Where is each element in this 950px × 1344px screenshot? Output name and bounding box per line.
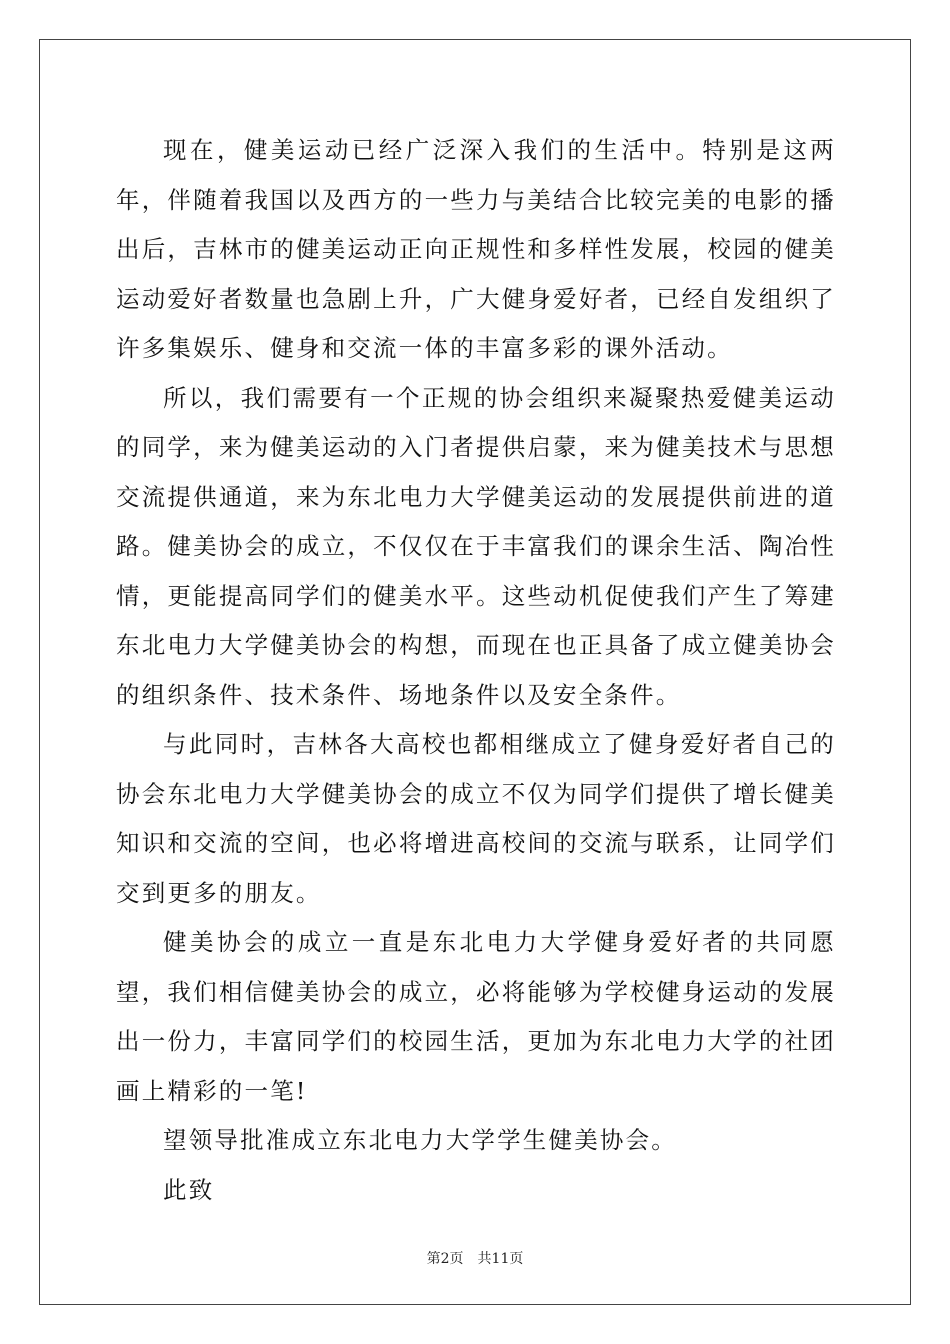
- document-body: [116, 126, 836, 1215]
- paragraph-1: 现在，健美运动已经广泛深入我们的生活中。特别是这两年，伴随着我国以及西方的一些力与美结合比较完美的电影的播出后，吉林市的健美运动正向正规性和多样性发展，校园的健美运动爱好者数量也急剧上升，广大健身爱好者，已经自发组织了许多集娱乐、健身和交流一体的丰富多彩的课外活动。: [116, 136, 836, 362]
- paragraph-6: 此致: [163, 1175, 215, 1204]
- paragraph-5: 望领导批准成立东北电力大学学生健美协会。: [163, 1126, 677, 1154]
- paragraph-4: 健美协会的成立一直是东北电力大学健身爱好者的共同愿望，我们相信健美协会的成立，必将能够为学校健身运动的发展出一份力，丰富同学们的校园生活，更加为东北电力大学的社团画上精彩的一笔!: [116, 928, 836, 1105]
- page-number-footer: 第2页 共11页: [426, 1251, 524, 1267]
- paragraph-2: 所以，我们需要有一个正规的协会组织来凝聚热爱健美运动的同学，来为健美运动的入门者提供启蒙，来为健美技术与思想交流提供通道，来为东北电力大学健美运动的发展提供前进的道路。健美协会的成立，不仅仅在于丰富我们的课余生活、陶冶性情，更能提高同学们的健美水平。这些动机促使我们产生了筹建东北电力大学健美协会的构想，而现在也正具备了成立健美协会的组织条件、技术条件、场地条件以及安全条件。: [116, 383, 836, 709]
- paragraph-3: 与此同时，吉林各大高校也都相继成立了健身爱好者自己的协会东北电力大学健美协会的成立不仅为同学们提供了增长健美知识和交流的空间，也必将增进高校间的交流与联系，让同学们交到更多的朋友。: [116, 730, 836, 907]
